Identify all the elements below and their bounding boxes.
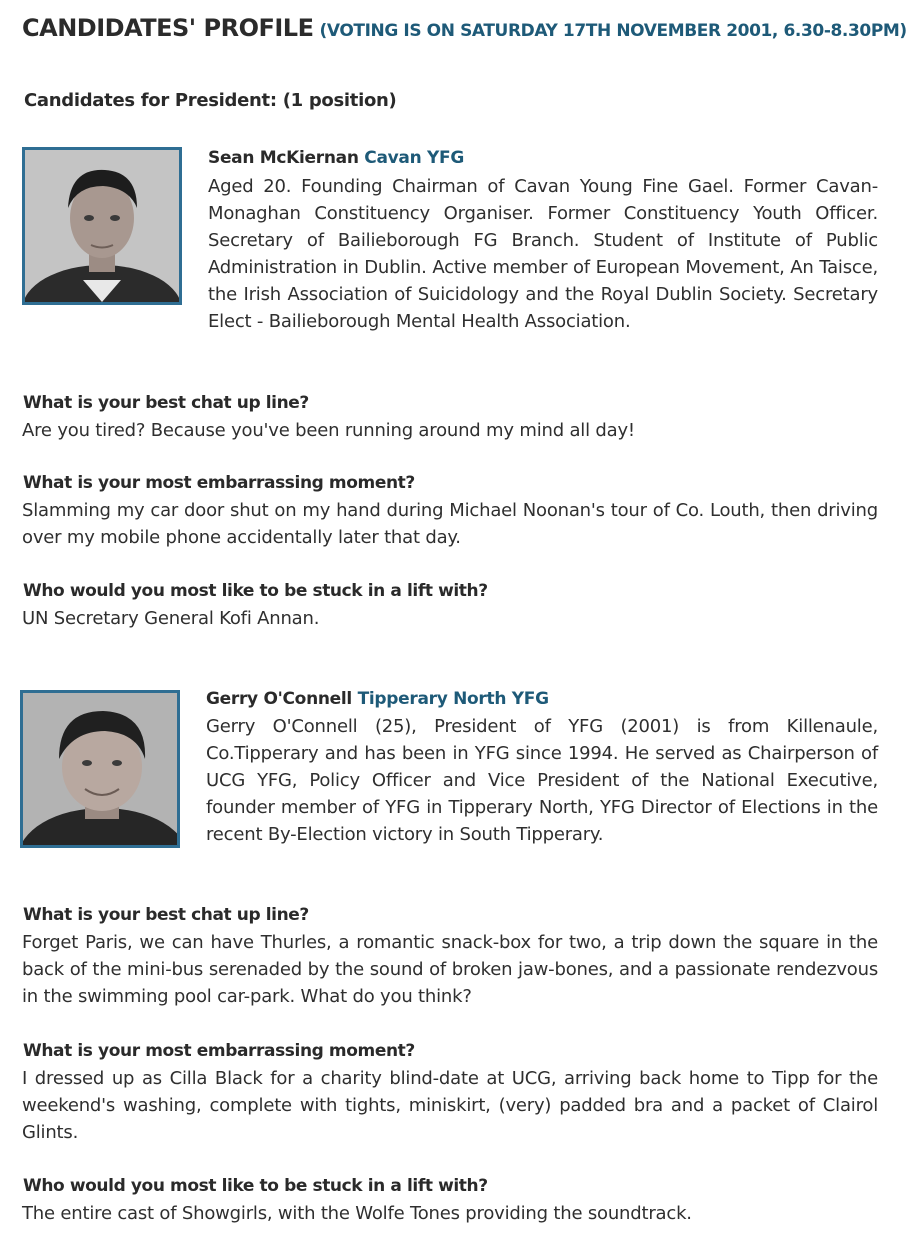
candidate-bio: Aged 20. Founding Chairman of Cavan Young Fine Gael. Former Cavan-Monaghan Constituency Organiser. Former Constituency Youth Officer. Secretary of Bailieborough FG Branch. Student of Institute of Public Administration in Dublin. Active member of European Movement, An Taisce, the Irish Association of Suicidology and the Royal Dublin Society. Secretary Elect - Bailieborough Mental Health Association.: [208, 176, 878, 332]
candidate-name: Gerry O'Connell: [206, 689, 352, 709]
answer-embarrassing-moment: I dressed up as Cilla Black for a charity blind-date at UCG, arriving back home to Tipp for the weekend's washing, complete with tights, miniskirt, (very) padded bra and a packet of Clairol Glints.: [22, 1068, 878, 1143]
question-chat-up-line: What is your best chat up line?: [23, 905, 309, 925]
page-title: CANDIDATES' PROFILE: [22, 14, 314, 42]
portrait-image: [25, 150, 179, 302]
candidate-photo-sean: [22, 147, 182, 305]
question-stuck-in-lift: Who would you most like to be stuck in a lift with?: [23, 1176, 488, 1196]
answer-embarrassing-moment: Slamming my car door shut on my hand during Michael Noonan's tour of Co. Louth, then driving over my mobile phone accidentally later that day.: [22, 500, 878, 548]
question-embarrassing-moment: What is your most embarrassing moment?: [23, 473, 415, 493]
candidate-name-line: [208, 148, 464, 168]
answer-stuck-in-lift: The entire cast of Showgirls, with the Wolfe Tones providing the soundtrack.: [22, 1203, 692, 1224]
question-stuck-in-lift: Who would you most like to be stuck in a lift with?: [23, 581, 488, 601]
candidate-name-line: [206, 689, 549, 709]
answer-stuck-in-lift: UN Secretary General Kofi Annan.: [22, 608, 320, 629]
candidate-bio: Gerry O'Connell (25), President of YFG (2001) is from Killenaule, Co.Tipperary and has been in YFG since 1994. He served as Chairperson of UCG YFG, Policy Officer and Vice President of the National Executive, founder member of YFG in Tipperary North, YFG Director of Elections in the recent By-Election victory in South Tipperary.: [206, 716, 878, 845]
candidate-photo-gerry: [20, 690, 180, 848]
section-title: Candidates for President: (1 position): [24, 90, 397, 111]
question-chat-up-line: What is your best chat up line?: [23, 393, 309, 413]
portrait-image: [23, 693, 177, 845]
page-header: [22, 14, 907, 42]
candidate-branch: Cavan YFG: [364, 148, 464, 168]
voting-info: (VOTING IS ON SATURDAY 17TH NOVEMBER 2001, 6.30-8.30PM): [319, 21, 907, 41]
question-embarrassing-moment: What is your most embarrassing moment?: [23, 1041, 415, 1061]
candidate-name: Sean McKiernan: [208, 148, 359, 168]
answer-chat-up-line: Are you tired? Because you've been running around my mind all day!: [22, 420, 635, 441]
answer-chat-up-line: Forget Paris, we can have Thurles, a romantic snack-box for two, a trip down the square in the back of the mini-bus serenaded by the sound of broken jaw-bones, and a passionate rendezvous in the swimming pool car-park. What do you think?: [22, 932, 878, 1007]
candidate-branch: Tipperary North YFG: [357, 689, 549, 709]
